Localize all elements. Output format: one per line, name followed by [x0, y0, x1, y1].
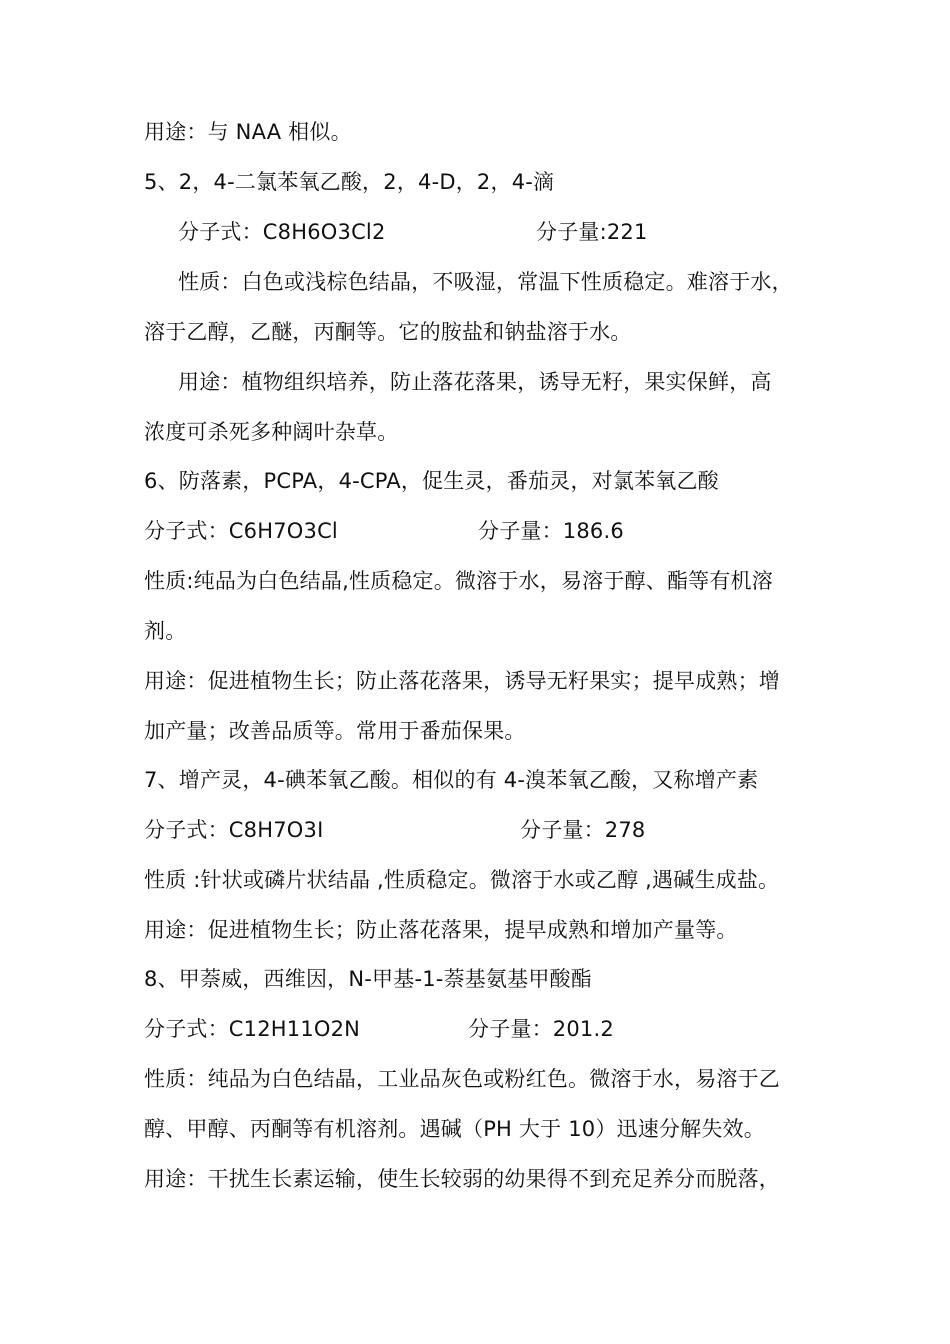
- formula-line-7: [144, 815, 646, 845]
- molecular-weight-8: 分子量：201.2: [468, 1017, 614, 1041]
- property-line-8a: 性质：纯品为白色结晶，工业品灰色或粉红色。微溶于水，易溶于乙: [144, 1067, 780, 1091]
- usage-line-6a: 用途：促进植物生长；防止落花落果，诱导无籽果实；提早成熟；增: [144, 669, 780, 693]
- property-line-5a: 性质：白色或浅棕色结晶，不吸湿，常温下性质稳定。难溶于水，: [178, 270, 793, 294]
- molecular-weight-5: 分子量:221: [536, 220, 648, 244]
- usage-line-6b: 加产量；改善品质等。常用于番茄保果。: [144, 719, 526, 743]
- molecular-weight-6: 分子量：186.6: [478, 519, 624, 543]
- formula-6: 分子式：C6H7O3Cl: [144, 519, 338, 543]
- property-line-6b: 剂。: [144, 619, 187, 643]
- property-line-6a: 性质:纯品为白色结晶,性质稳定。微溶于水，易溶于醇、酯等有机溶: [144, 569, 773, 593]
- usage-line-7: 用途：促进植物生长；防止落花落果，提早成熟和增加产量等。: [144, 918, 738, 942]
- section-heading-8: 8、甲萘威，西维因，N-甲基-1-萘基氨基甲酸酯: [144, 967, 592, 991]
- formula-line-6: [144, 516, 624, 546]
- usage-line-5b: 浓度可杀死多种阔叶杂草。: [144, 420, 399, 444]
- formula-5: 分子式：C8H6O3Cl2: [178, 220, 386, 244]
- property-line-8b: 醇、甲醇、丙酮等有机溶剂。遇碱（PH 大于 10）迅速分解失效。: [144, 1117, 765, 1141]
- formula-line-8: [144, 1014, 614, 1044]
- property-line-5b: 溶于乙醇，乙醚，丙酮等。它的胺盐和钠盐溶于水。: [144, 320, 632, 344]
- section-heading-5: 5、2，4-二氯苯氧乙酸，2，4-D，2，4-滴: [144, 170, 555, 194]
- usage-line-5a: 用途：植物组织培养，防止落花落果，诱导无籽，果实保鲜，高: [178, 370, 772, 394]
- section-heading-7: 7、增产灵，4-碘苯氧乙酸。相似的有 4-溴苯氧乙酸，又称增产素: [144, 768, 759, 792]
- formula-8: 分子式：C12H11O2N: [144, 1017, 361, 1041]
- molecular-weight-7: 分子量：278: [520, 818, 646, 842]
- section-heading-6: 6、防落素，PCPA，4-CPA，促生灵，番茄灵，对氯苯氧乙酸: [144, 469, 719, 493]
- formula-7: 分子式：C8H7O3I: [144, 818, 324, 842]
- formula-line-5: [178, 217, 648, 247]
- usage-line-8: 用途：干扰生长素运输，使生长较弱的幼果得不到充足养分而脱落，: [144, 1167, 780, 1191]
- property-line-7: 性质 :针状或磷片状结晶 ,性质稳定。微溶于水或乙醇 ,遇碱生成盐。: [144, 868, 780, 892]
- usage-line-naa: 用途：与 NAA 相似。: [144, 120, 352, 144]
